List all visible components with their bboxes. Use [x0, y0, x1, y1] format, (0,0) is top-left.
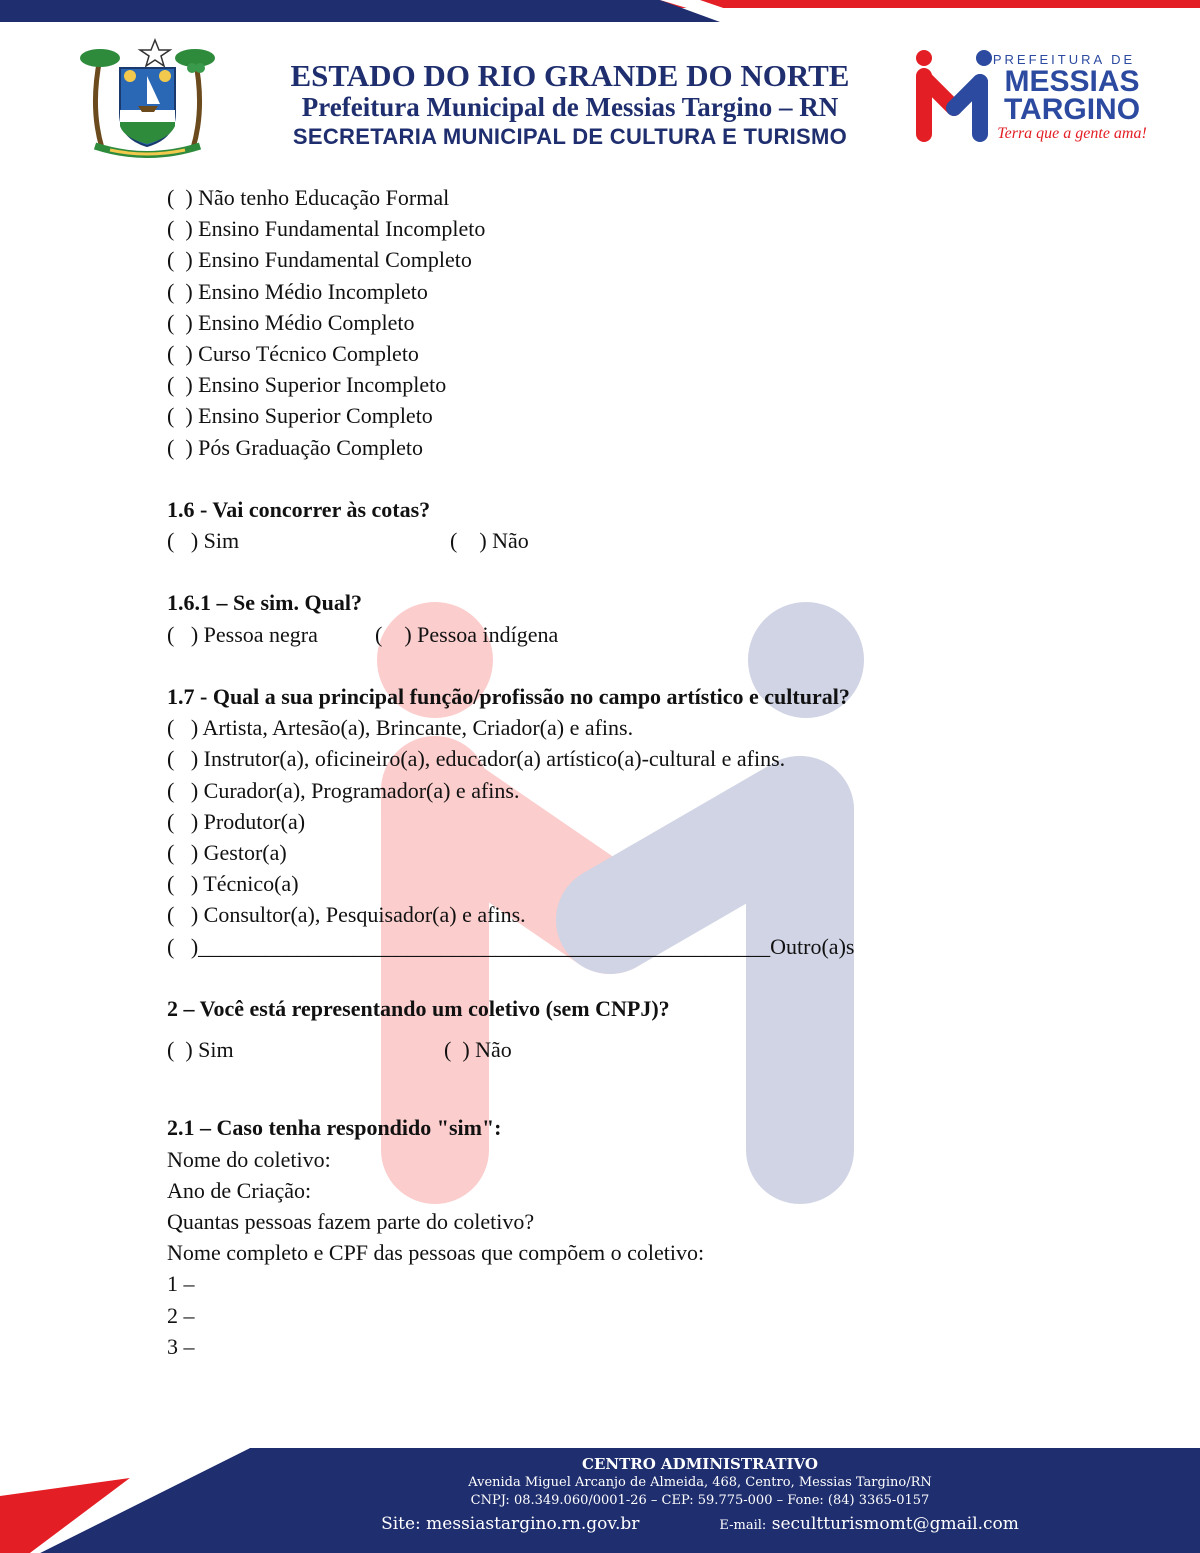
education-option[interactable]: ( ) Ensino Fundamental Completo: [167, 247, 472, 273]
footer-title: CENTRO ADMINISTRATIVO: [582, 1455, 818, 1473]
quota-yes-option[interactable]: ( ) Sim: [167, 528, 240, 554]
top-stripe: [0, 0, 1200, 22]
education-option[interactable]: ( ) Curso Técnico Completo: [167, 340, 419, 366]
state-title: ESTADO DO RIO GRANDE DO NORTE: [290, 58, 850, 93]
education-option[interactable]: ( ) Não tenho Educação Formal: [167, 185, 450, 210]
question-1-6-1-options: [167, 619, 1147, 650]
question-1-6-1-title: 1.6.1 – Se sim. Qual?: [167, 590, 362, 616]
logo-line1: MESSIAS: [1004, 65, 1140, 98]
education-option[interactable]: ( ) Ensino Médio Completo: [167, 309, 415, 335]
education-option[interactable]: ( ) Ensino Fundamental Incompleto: [167, 216, 486, 242]
footer-email: [719, 1510, 1019, 1540]
member-line[interactable]: 1 –: [167, 1271, 195, 1297]
function-option[interactable]: ( ) Técnico(a): [167, 871, 299, 897]
header-titles: [240, 60, 900, 152]
function-option[interactable]: ( ) Artista, Artesão(a), Brincante, Criador(a) e afins.: [167, 715, 634, 741]
footer-site-link[interactable]: Site: messiastargino.rn.gov.br: [381, 1514, 640, 1534]
function-option[interactable]: ( ) Gestor(a): [167, 839, 287, 865]
education-option[interactable]: ( ) Ensino Superior Incompleto: [167, 372, 447, 398]
question-2-1-title: 2.1 – Caso tenha respondido "sim":: [167, 1115, 502, 1141]
form-content: [167, 182, 1147, 1362]
logo-top-text: PREFEITURA DE: [992, 52, 1136, 67]
collective-count-field[interactable]: Quantas pessoas fazem parte do coletivo?: [167, 1209, 535, 1234]
function-option[interactable]: ( ) Instrutor(a), oficineiro(a), educador(a) artístico(a)-cultural e afins.: [167, 746, 786, 772]
footer-email-link[interactable]: secultturismomt@gmail.com: [771, 1514, 1019, 1534]
question-1-7-title: 1.7 - Qual a sua principal função/profissão no campo artístico e cultural?: [167, 684, 850, 709]
footer-ids: CNPJ: 08.349.060/0001-26 – CEP: 59.775-000 – Fone: (84) 3365-0157: [470, 1493, 930, 1508]
collective-year-field[interactable]: Ano de Criação:: [167, 1177, 312, 1203]
education-option[interactable]: ( ) Ensino Médio Incompleto: [167, 278, 428, 304]
question-2-title: 2 – Você está representando um coletivo (sem CNPJ)?: [167, 995, 670, 1021]
collective-name-field[interactable]: Nome do coletivo:: [167, 1146, 331, 1172]
function-option[interactable]: ( ) Consultor(a), Pesquisador(a) e afins.: [167, 902, 526, 928]
education-option[interactable]: ( ) Pós Graduação Completo: [167, 434, 423, 460]
collective-yes-option[interactable]: ( ) Sim: [167, 1037, 234, 1063]
quota-black-option[interactable]: ( ) Pessoa negra: [167, 621, 318, 647]
question-1-6-options: [167, 525, 1147, 556]
question-2-options: [167, 1034, 1147, 1065]
footer-address: Avenida Miguel Arcanjo de Almeida, 468, Centro, Messias Targino/RN: [468, 1475, 932, 1490]
collective-members-label: Nome completo e CPF das pessoas que compõem o coletivo:: [167, 1240, 705, 1266]
function-option-other[interactable]: ( )____________________________________________________Outro(a)s: [167, 933, 855, 959]
member-line[interactable]: 2 –: [167, 1302, 195, 1328]
logo-line2: TARGINO: [1003, 93, 1141, 126]
secretariat-title: SECRETARIA MUNICIPAL DE CULTURA E TURISMO: [292, 124, 848, 149]
member-line[interactable]: 3 –: [167, 1333, 195, 1359]
logo-slogan: Terra que a gente ama!: [997, 125, 1147, 142]
quota-indigenous-option[interactable]: ( ) Pessoa indígena: [375, 621, 559, 647]
footer-text: [250, 1454, 1150, 1540]
question-1-6-title: 1.6 - Vai concorrer às cotas?: [167, 496, 431, 522]
footer-email-label: E-mail:: [719, 1518, 767, 1533]
quota-no-option[interactable]: ( ) Não: [450, 528, 529, 554]
prefecture-title: Prefeitura Municipal de Messias Targino – RN: [301, 92, 839, 122]
function-option[interactable]: ( ) Produtor(a): [167, 808, 306, 834]
footer-contact: [250, 1510, 1150, 1540]
state-coat-of-arms: [80, 38, 215, 158]
education-option[interactable]: ( ) Ensino Superior Completo: [167, 403, 433, 429]
function-option[interactable]: ( ) Curador(a), Programador(a) e afins.: [167, 777, 520, 803]
collective-no-option[interactable]: ( ) Não: [444, 1037, 512, 1063]
messias-targino-logo: [912, 46, 1162, 146]
